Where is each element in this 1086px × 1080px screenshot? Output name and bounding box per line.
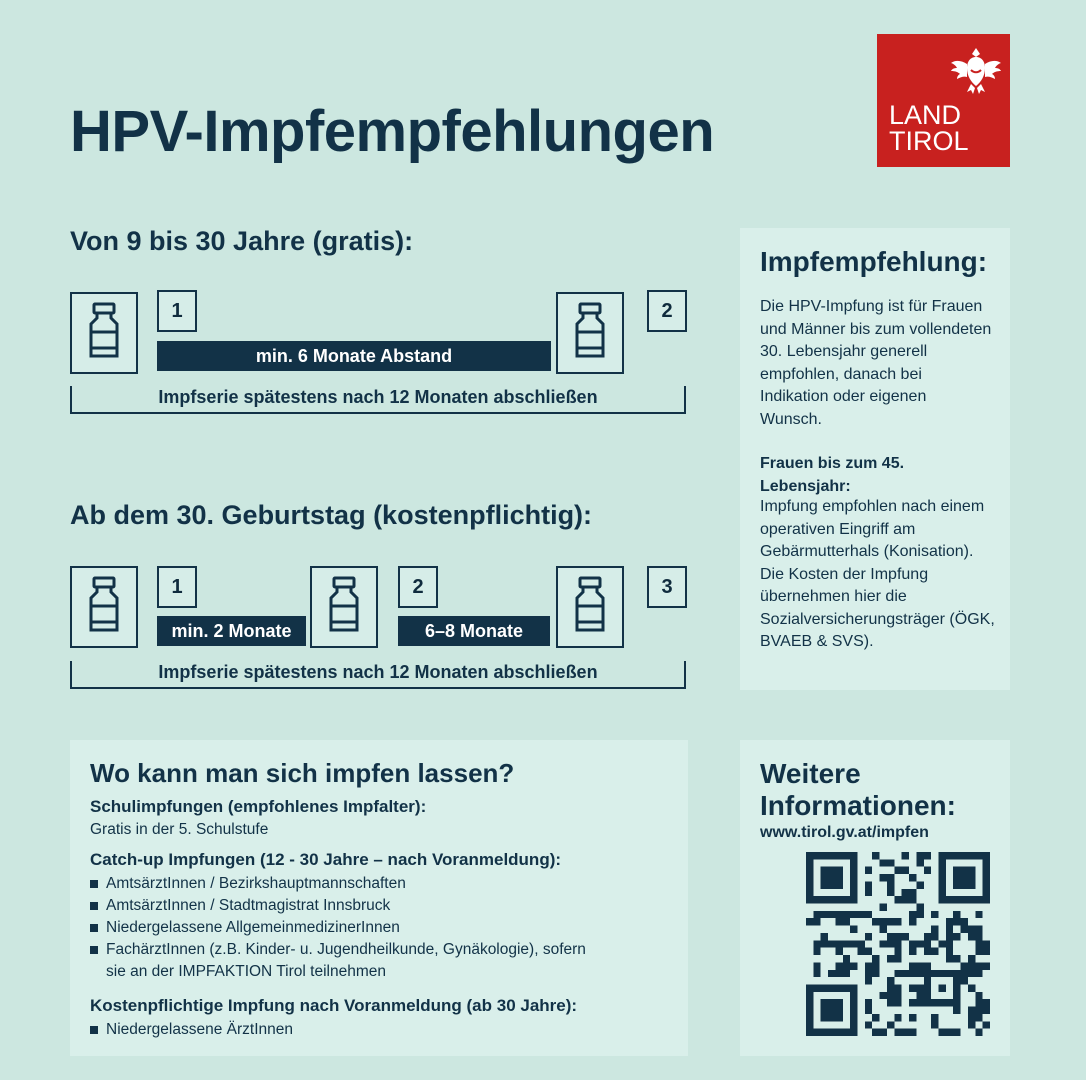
school-heading: Schulimpfungen (empfohlenes Impfalter): bbox=[90, 797, 427, 816]
dose-number-1: 1 bbox=[157, 566, 197, 608]
interval-bar-1: min. 2 Monate bbox=[157, 616, 306, 646]
series-note: Impfserie spätestens nach 12 Monaten abschließen bbox=[158, 662, 598, 682]
recommendation-panel bbox=[740, 228, 1010, 690]
recommendation-text: Die HPV-Impfung ist für Frauen und Männer bis zum vollendeten 30. Lebensjahr generell empfohlen, danach bei Indikation oder eigenen Wunsch. bbox=[760, 298, 992, 428]
dose-number-1: 1 bbox=[157, 290, 197, 332]
list-item: FachärztInnen (z.B. Kinder- u. Jugendheilkunde, Gynäkologie), sofern sie an der IMPFAKTION Tirol teilnehmen bbox=[90, 939, 610, 983]
list-item: Niedergelassene AllgemeinmedizinerInnen bbox=[90, 917, 610, 939]
school-text: Gratis in der 5. Schulstufe bbox=[90, 821, 269, 838]
list-item: Niedergelassene ÄrztInnen bbox=[90, 1019, 293, 1041]
vial-icon bbox=[70, 566, 138, 648]
logo-text bbox=[889, 102, 969, 154]
list-item: AmtsärztInnen / Stadtmagistrat Innsbruck bbox=[90, 895, 610, 917]
catchup-heading: Catch-up Impfungen (12 - 30 Jahre – nach Voranmeldung): bbox=[90, 850, 562, 869]
section1-heading: Von 9 bis 30 Jahre (gratis): bbox=[70, 226, 414, 256]
interval-bar-2: 6–8 Monate bbox=[398, 616, 550, 646]
section2-heading: Ab dem 30. Geburtstag (kostenpflichtig): bbox=[70, 500, 593, 530]
paid-list bbox=[90, 1019, 293, 1041]
catchup-list bbox=[90, 873, 610, 983]
info-heading-line2: Informationen: bbox=[760, 790, 956, 821]
info-heading-line1: Weitere bbox=[760, 758, 861, 789]
where-panel bbox=[70, 740, 688, 1056]
qr-code-icon[interactable] bbox=[806, 852, 990, 1036]
dose-number-3: 3 bbox=[647, 566, 687, 608]
women-text: Impfung empfohlen nach einem operativen Eingriff am Gebärmutterhals (Konisation). Die Kosten der Impfung übernehmen hier die Sozialversicherungsträger (ÖGK, BVAEB & SVS). bbox=[760, 498, 995, 650]
tyrolean-eagle-icon bbox=[949, 42, 1003, 98]
series-bracket bbox=[70, 661, 686, 689]
dose-number-2: 2 bbox=[647, 290, 687, 332]
vial-icon bbox=[70, 292, 138, 374]
recommendation-heading: Impfempfehlung: bbox=[760, 246, 988, 277]
dose-number-2: 2 bbox=[398, 566, 438, 608]
paid-heading: Kostenpflichtige Impfung nach Voranmeldung (ab 30 Jahre): bbox=[90, 996, 578, 1015]
series-bracket bbox=[70, 386, 686, 414]
series-note: Impfserie spätestens nach 12 Monaten abschließen bbox=[158, 387, 598, 407]
interval-bar: min. 6 Monate Abstand bbox=[157, 341, 551, 371]
page-title: HPV-Impfempfehlungen bbox=[70, 99, 715, 164]
women-heading: Frauen bis zum 45. Lebensjahr: bbox=[760, 455, 905, 495]
logo-line-tirol: TIROL bbox=[889, 126, 969, 156]
where-heading: Wo kann man sich impfen lassen? bbox=[90, 758, 515, 788]
vial-icon bbox=[556, 292, 624, 374]
info-heading bbox=[760, 758, 956, 822]
logo-line-land: LAND bbox=[889, 100, 962, 130]
land-tirol-logo bbox=[877, 34, 1010, 167]
vial-icon bbox=[310, 566, 378, 648]
vial-icon bbox=[556, 566, 624, 648]
list-item: AmtsärztInnen / Bezirkshauptmannschaften bbox=[90, 873, 610, 895]
info-url[interactable]: www.tirol.gv.at/impfen bbox=[760, 824, 929, 841]
